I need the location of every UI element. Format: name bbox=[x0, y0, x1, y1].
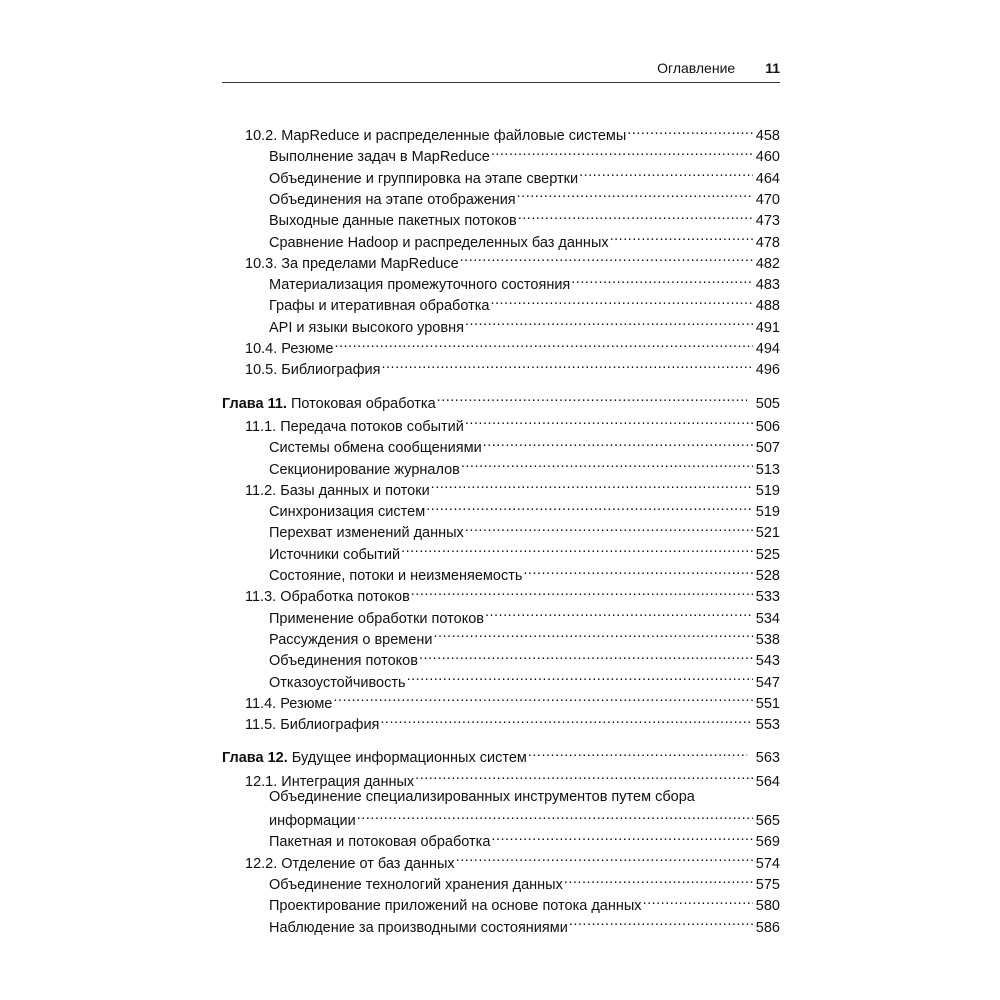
toc-chapter-entry[interactable] bbox=[222, 742, 780, 767]
toc-subsection-entry[interactable] bbox=[222, 517, 780, 542]
toc-subsection-entry[interactable] bbox=[222, 603, 780, 627]
toc-page-number: 521 bbox=[755, 525, 780, 542]
toc-page-number: 460 bbox=[755, 149, 780, 166]
dot-leader bbox=[415, 766, 753, 786]
toc-entry-label: Наблюдение за производными состояниями bbox=[269, 919, 568, 936]
toc-page-number: 574 bbox=[755, 855, 780, 872]
dot-leader bbox=[523, 560, 753, 580]
toc-page-number: 464 bbox=[755, 170, 780, 187]
toc-page-number: 533 bbox=[755, 589, 780, 606]
toc-entry-title bbox=[269, 918, 568, 938]
dot-leader bbox=[426, 496, 753, 516]
toc-entry-label: Системы обмена сообщениями bbox=[269, 440, 482, 457]
toc-subsection-entry[interactable] bbox=[222, 184, 780, 208]
toc-entry-label: Состояние, потоки и неизменяемость bbox=[269, 568, 523, 584]
toc-page-number: 483 bbox=[755, 277, 780, 294]
toc-entry-label: Применение обработки потоков bbox=[269, 610, 484, 627]
toc-entry-label: Синхронизация систем bbox=[269, 504, 426, 521]
toc-subsection-entry[interactable] bbox=[222, 205, 780, 230]
toc-entry-label: 11.1. Передача потоков событий bbox=[245, 418, 464, 435]
page-header bbox=[222, 60, 780, 83]
dot-leader bbox=[490, 290, 753, 310]
toc-entry-label: Рассуждения о времени bbox=[269, 631, 433, 648]
toc-entry-label: 10.4. Резюме bbox=[245, 341, 334, 357]
toc-subsection-entry[interactable] bbox=[222, 624, 780, 648]
toc-entry-label: API и языки высокого уровня bbox=[269, 319, 464, 336]
toc-page-number: 528 bbox=[755, 568, 780, 584]
toc-entry-label: Проектирование приложений на основе потока данных bbox=[269, 898, 642, 915]
dot-leader bbox=[433, 624, 753, 644]
dot-leader bbox=[381, 354, 753, 374]
toc-entry-label: Перехват изменений данных bbox=[269, 525, 464, 542]
dot-leader bbox=[437, 388, 747, 408]
toc-chapter-entry[interactable] bbox=[222, 388, 780, 412]
toc-page-number: 470 bbox=[755, 191, 780, 208]
dot-leader bbox=[517, 184, 753, 204]
dot-leader bbox=[643, 890, 753, 910]
toc-subsection-entry[interactable] bbox=[222, 269, 780, 294]
toc-page-number: 564 bbox=[755, 773, 780, 790]
toc-entry-label: Отказоустойчивость bbox=[269, 674, 406, 691]
toc-subsection-entry[interactable] bbox=[222, 869, 780, 893]
toc-entry-label: Объединение и группировка на этапе свертки bbox=[269, 170, 579, 187]
dot-leader bbox=[407, 667, 753, 687]
dot-leader bbox=[610, 227, 753, 247]
toc-page-number: 482 bbox=[755, 255, 780, 272]
toc-subsection-entry[interactable] bbox=[222, 890, 780, 915]
toc-entry-label: Объединение технологий хранения данных bbox=[269, 877, 563, 893]
toc-entry-label: 10.2. MapReduce и распределенные файловые системы bbox=[245, 128, 627, 144]
toc-entry-title bbox=[245, 715, 379, 735]
toc-entry-label: Пакетная и потоковая обработка bbox=[269, 834, 491, 851]
toc-section-entry[interactable] bbox=[222, 766, 780, 790]
toc-page-number: 525 bbox=[755, 546, 780, 563]
toc-section-entry[interactable] bbox=[222, 411, 780, 435]
dot-leader bbox=[333, 688, 753, 708]
toc-section-entry[interactable] bbox=[222, 581, 780, 606]
dot-leader bbox=[456, 848, 753, 868]
toc-page-number: 586 bbox=[755, 919, 780, 936]
toc-entry-title bbox=[245, 360, 380, 380]
toc-page-number: 505 bbox=[755, 395, 780, 412]
toc-subsection-entry[interactable] bbox=[222, 454, 780, 478]
page-number: 11 bbox=[765, 60, 780, 76]
toc-entry-label: Потоковая обработка bbox=[286, 395, 436, 412]
toc-page-number: 538 bbox=[755, 631, 780, 648]
toc-page-number: 575 bbox=[755, 877, 780, 893]
toc-page-number: 551 bbox=[755, 695, 780, 712]
toc-entry-label: 11.3. Обработка потоков bbox=[245, 589, 410, 606]
dot-leader bbox=[569, 912, 753, 932]
toc-page-number: 519 bbox=[755, 504, 780, 521]
toc-entry-label: Графы и итеративная обработка bbox=[269, 298, 490, 315]
toc-section-entry[interactable] bbox=[222, 848, 780, 872]
dot-leader bbox=[380, 709, 753, 729]
toc-subsection-entry[interactable] bbox=[222, 805, 780, 830]
toc-page-number: 534 bbox=[755, 610, 780, 627]
toc-section-entry[interactable] bbox=[222, 333, 780, 357]
toc-section-entry[interactable] bbox=[222, 354, 780, 379]
toc-page-number: 563 bbox=[755, 750, 780, 767]
toc-section-entry[interactable] bbox=[222, 688, 780, 712]
toc-entry-label: 12.2. Отделение от баз данных bbox=[245, 855, 455, 872]
dot-leader bbox=[579, 163, 753, 183]
toc-subsection-entry[interactable] bbox=[222, 826, 780, 851]
toc-entry-label: Источники событий bbox=[269, 546, 401, 563]
dot-leader bbox=[411, 581, 753, 601]
toc-section-entry[interactable] bbox=[222, 120, 780, 144]
toc-page-number: 513 bbox=[755, 461, 780, 478]
toc-entry-label: Выходные данные пакетных потоков bbox=[269, 213, 517, 230]
toc-entry-label-line: Объединение специализированных инструментов путем сбора bbox=[269, 789, 695, 805]
toc-page-number: 569 bbox=[755, 834, 780, 851]
dot-leader bbox=[357, 805, 753, 825]
toc-entry-label: Будущее информационных систем bbox=[287, 750, 527, 767]
toc-section-entry[interactable] bbox=[222, 475, 780, 499]
toc-page-number: 507 bbox=[755, 440, 780, 457]
chapter-number: Глава 12. bbox=[222, 750, 288, 767]
toc-section-entry[interactable] bbox=[222, 248, 780, 272]
toc-page-number: 478 bbox=[755, 234, 780, 251]
dot-leader bbox=[465, 312, 753, 332]
toc-page-number: 496 bbox=[755, 362, 780, 379]
toc-subsection-entry[interactable] bbox=[222, 539, 780, 563]
toc-entry-label: Выполнение задач в MapReduce bbox=[269, 149, 490, 166]
toc-page-number: 565 bbox=[755, 813, 780, 830]
toc-entry-label: Материализация промежуточного состояния bbox=[269, 277, 571, 294]
toc-page-number: 553 bbox=[755, 717, 780, 734]
toc-subsection-entry[interactable] bbox=[222, 432, 780, 457]
dot-leader bbox=[564, 869, 753, 889]
toc-entry-label: Секционирование журналов bbox=[269, 461, 460, 478]
toc-subsection-entry[interactable] bbox=[222, 141, 780, 166]
chapter-number: Глава 11. bbox=[222, 395, 287, 412]
toc-entry-label: 12.1. Интеграция данных bbox=[245, 773, 415, 790]
toc-subsection-entry[interactable] bbox=[222, 560, 780, 584]
toc-page-number: 494 bbox=[755, 341, 780, 357]
toc-entry-label: 11.4. Резюме bbox=[245, 695, 333, 712]
toc-entry-label: Объединения потоков bbox=[269, 653, 418, 670]
toc-subsection-entry[interactable] bbox=[222, 667, 780, 691]
toc-entry-label: 11.5. Библиография bbox=[245, 717, 380, 734]
toc-entry-label: 11.2. Базы данных и потоки bbox=[245, 482, 430, 499]
toc-page-number: 491 bbox=[755, 319, 780, 336]
toc-page-number: 473 bbox=[755, 213, 780, 230]
dot-leader bbox=[528, 742, 747, 762]
toc-section-entry[interactable] bbox=[222, 709, 780, 734]
toc-entry-label: 10.3. За пределами MapReduce bbox=[245, 255, 459, 272]
dot-leader bbox=[401, 539, 753, 559]
toc-subsection-entry[interactable] bbox=[222, 496, 780, 521]
dot-leader bbox=[461, 454, 753, 474]
toc-subsection-entry[interactable] bbox=[222, 312, 780, 336]
dot-leader bbox=[485, 603, 753, 623]
toc-subsection-entry[interactable] bbox=[222, 227, 780, 251]
toc-page-number: 580 bbox=[755, 898, 780, 915]
toc-subsection-entry[interactable] bbox=[222, 912, 780, 936]
dot-leader bbox=[465, 517, 753, 537]
dot-leader bbox=[334, 333, 753, 353]
toc-subsection-entry[interactable] bbox=[222, 163, 780, 187]
dot-leader bbox=[491, 826, 753, 846]
dot-leader bbox=[483, 432, 753, 452]
toc-subsection-entry[interactable] bbox=[222, 645, 780, 670]
dot-leader bbox=[431, 475, 753, 495]
dot-leader bbox=[518, 205, 753, 225]
toc-page-number: 543 bbox=[755, 653, 780, 670]
toc-page-number: 458 bbox=[755, 128, 780, 144]
dot-leader bbox=[571, 269, 753, 289]
dot-leader bbox=[460, 248, 753, 268]
dot-leader bbox=[419, 645, 753, 665]
toc-page-number: 488 bbox=[755, 298, 780, 315]
toc-page-number: 506 bbox=[755, 418, 780, 435]
toc-entry-label: 10.5. Библиография bbox=[245, 362, 381, 379]
toc-page-number: 547 bbox=[755, 674, 780, 691]
running-title: Оглавление bbox=[657, 60, 736, 76]
toc-subsection-entry[interactable] bbox=[222, 290, 780, 315]
toc-entry-label: Объединения на этапе отображения bbox=[269, 191, 516, 208]
dot-leader bbox=[491, 141, 753, 161]
dot-leader bbox=[465, 411, 753, 431]
toc-entry-label: информации bbox=[269, 813, 356, 830]
toc-page-number: 519 bbox=[755, 482, 780, 499]
toc-entry-label: Сравнение Hadoop и распределенных баз данных bbox=[269, 234, 609, 251]
dot-leader bbox=[627, 120, 753, 140]
